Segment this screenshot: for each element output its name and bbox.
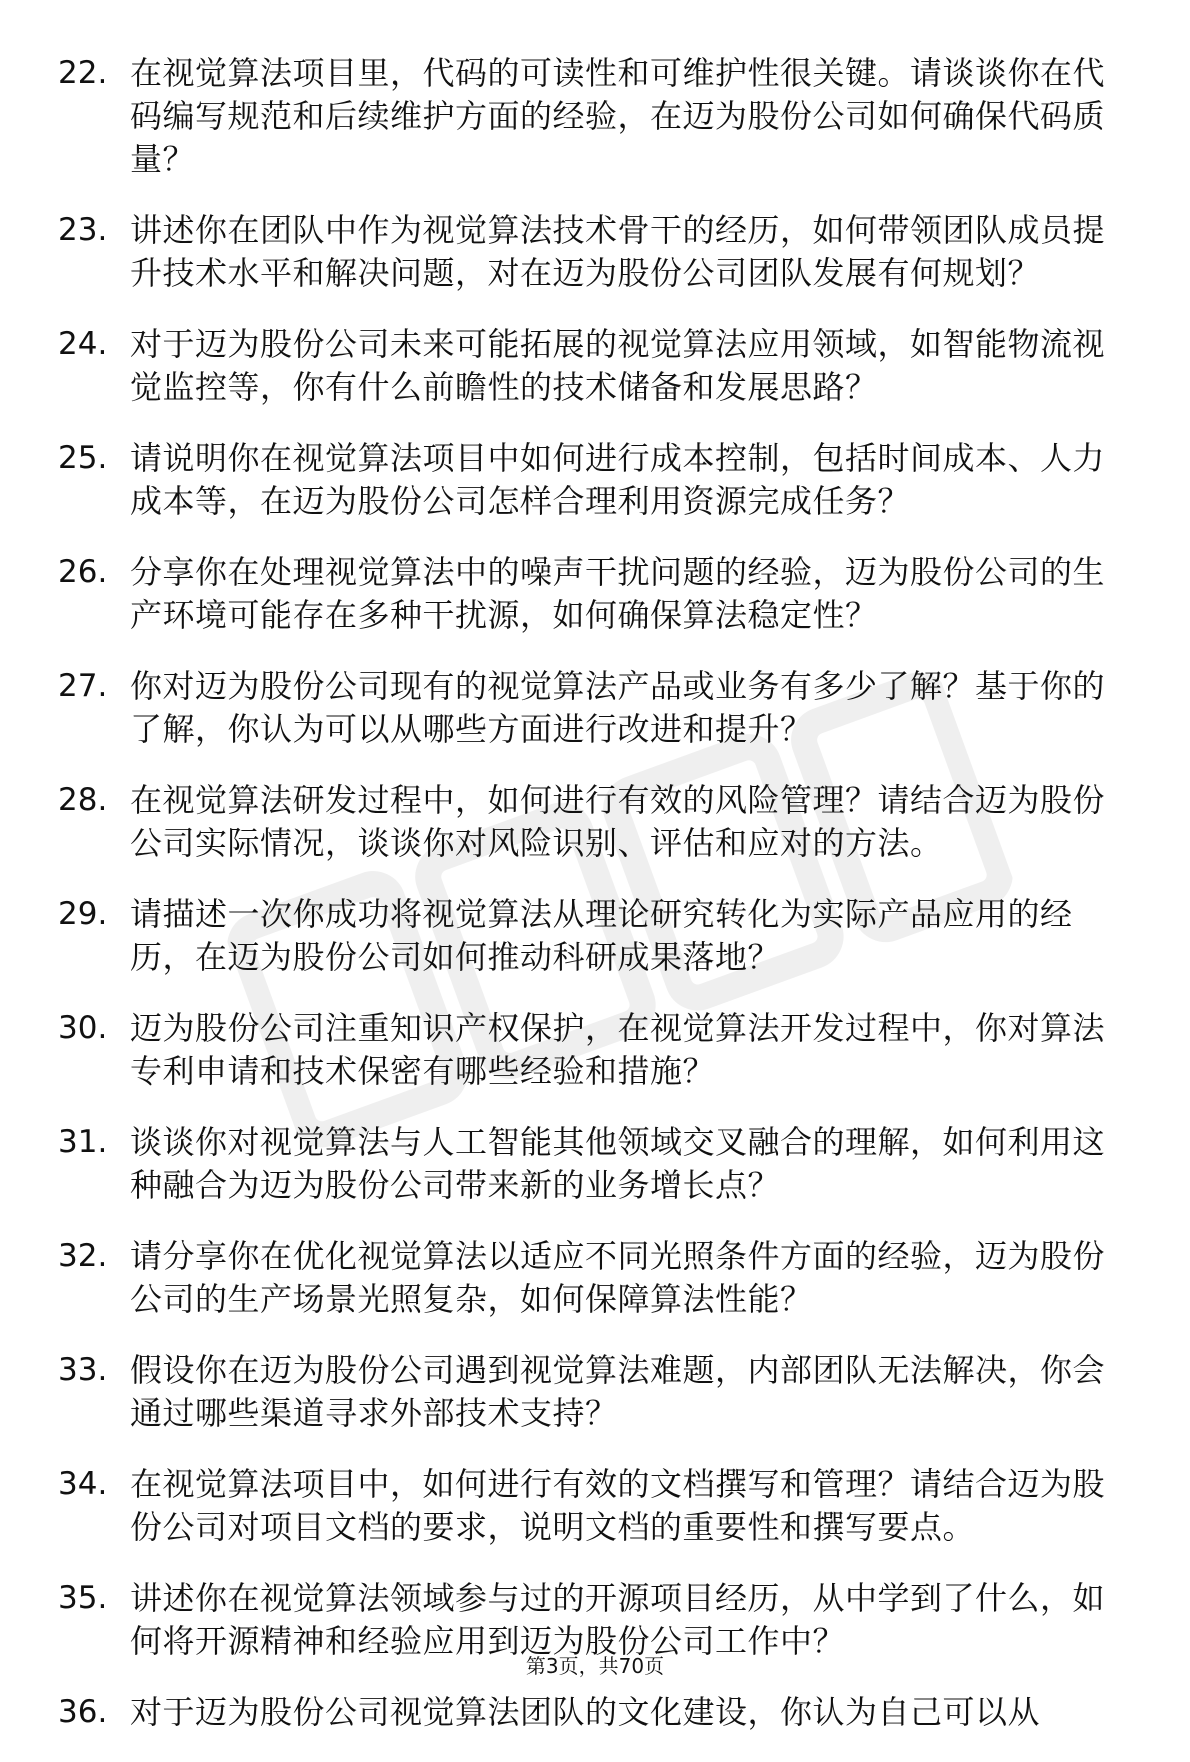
question-number: 34. xyxy=(58,1466,108,1502)
list-item xyxy=(58,551,1118,637)
list-item xyxy=(58,1121,1118,1207)
question-number: 27. xyxy=(58,668,108,704)
question-text: 请分享你在优化视觉算法以适应不同光照条件方面的经验，迈为股份公司的生产场景光照复杂，如何保障算法性能？ xyxy=(130,1237,1106,1318)
list-item xyxy=(58,323,1118,409)
list-item xyxy=(58,1577,1118,1663)
question-text: 在视觉算法项目里，代码的可读性和可维护性很关键。请谈谈你在代码编写规范和后续维护方面的经验，在迈为股份公司如何确保代码质量？ xyxy=(130,54,1106,178)
question-text: 迈为股份公司注重知识产权保护，在视觉算法开发过程中，你对算法专利申请和技术保密有哪些经验和措施？ xyxy=(130,1009,1106,1090)
question-text: 讲述你在视觉算法领域参与过的开源项目经历，从中学到了什么，如何将开源精神和经验应用到迈为股份公司工作中？ xyxy=(130,1579,1106,1660)
question-text: 在视觉算法项目中，如何进行有效的文档撰写和管理？请结合迈为股份公司对项目文档的要求，说明文档的重要性和撰写要点。 xyxy=(130,1465,1106,1546)
question-number: 25. xyxy=(58,440,108,476)
question-number: 36. xyxy=(58,1694,108,1730)
question-number: 30. xyxy=(58,1010,108,1046)
question-text: 请描述一次你成功将视觉算法从理论研究转化为实际产品应用的经历，在迈为股份公司如何推动科研成果落地？ xyxy=(130,895,1073,976)
question-number: 33. xyxy=(58,1352,108,1388)
question-number: 24. xyxy=(58,326,108,362)
list-item xyxy=(58,1235,1118,1321)
question-number: 31. xyxy=(58,1124,108,1160)
question-number: 35. xyxy=(58,1580,108,1616)
question-text: 假设你在迈为股份公司遇到视觉算法难题，内部团队无法解决，你会通过哪些渠道寻求外部技术支持？ xyxy=(130,1351,1106,1432)
list-item xyxy=(58,437,1118,523)
list-item xyxy=(58,1349,1118,1435)
list-item xyxy=(58,52,1118,181)
list-item xyxy=(58,1691,1118,1734)
question-text: 对于迈为股份公司未来可能拓展的视觉算法应用领域，如智能物流视觉监控等，你有什么前瞻性的技术储备和发展思路？ xyxy=(130,325,1106,406)
list-item xyxy=(58,779,1118,865)
question-text: 在视觉算法研发过程中，如何进行有效的风险管理？请结合迈为股份公司实际情况，谈谈你对风险识别、评估和应对的方法。 xyxy=(130,781,1106,862)
question-text: 对于迈为股份公司视觉算法团队的文化建设，你认为自己可以从 xyxy=(130,1693,1041,1731)
question-text: 请说明你在视觉算法项目中如何进行成本控制，包括时间成本、人力成本等，在迈为股份公司怎样合理利用资源完成任务？ xyxy=(130,439,1106,520)
question-text: 谈谈你对视觉算法与人工智能其他领域交叉融合的理解，如何利用这种融合为迈为股份公司带来新的业务增长点？ xyxy=(130,1123,1106,1204)
question-number: 28. xyxy=(58,782,108,818)
question-number: 26. xyxy=(58,554,108,590)
question-text: 分享你在处理视觉算法中的噪声干扰问题的经验，迈为股份公司的生产环境可能存在多种干扰源，如何确保算法稳定性？ xyxy=(130,553,1106,634)
question-list xyxy=(58,52,1118,1762)
list-item xyxy=(58,1463,1118,1549)
page-footer: 第3页，共70页 xyxy=(525,1654,665,1678)
question-number: 23. xyxy=(58,212,108,248)
question-number: 22. xyxy=(58,55,108,91)
question-text: 你对迈为股份公司现有的视觉算法产品或业务有多少了解？基于你的了解，你认为可以从哪些方面进行改进和提升？ xyxy=(130,667,1106,748)
list-item xyxy=(58,665,1118,751)
list-item xyxy=(58,209,1118,295)
question-text: 讲述你在团队中作为视觉算法技术骨干的经历，如何带领团队成员提升技术水平和解决问题，对在迈为股份公司团队发展有何规划？ xyxy=(130,211,1106,292)
question-number: 32. xyxy=(58,1238,108,1274)
list-item xyxy=(58,893,1118,979)
question-number: 29. xyxy=(58,896,108,932)
list-item xyxy=(58,1007,1118,1093)
